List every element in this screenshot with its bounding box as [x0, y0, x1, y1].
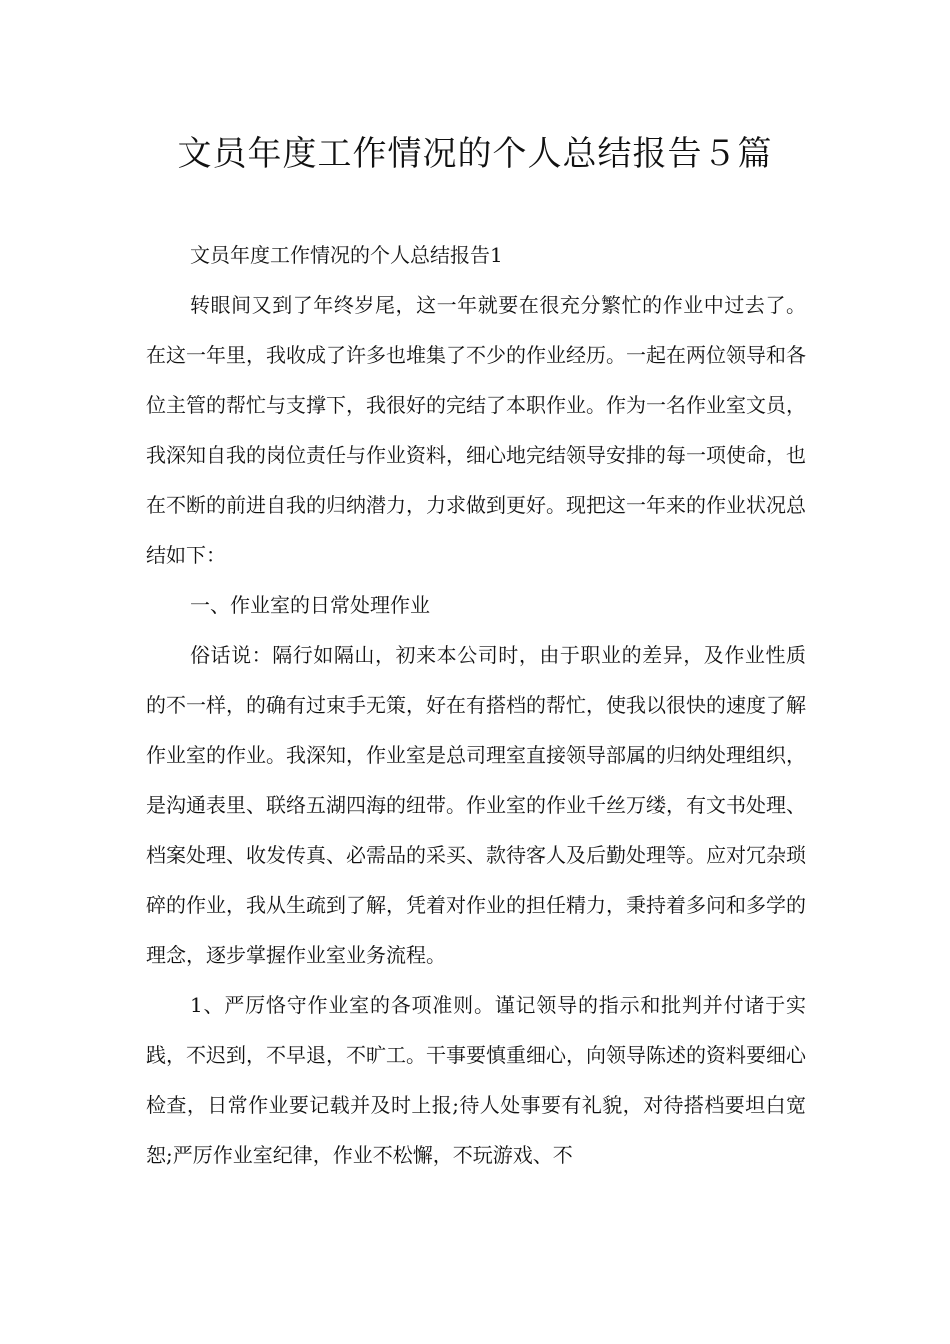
document-body [146, 230, 806, 1180]
section-heading: 一、作业室的日常处理作业 [190, 593, 430, 617]
paragraph-intro: 转眼间又到了年终岁尾，这一年就要在很充分繁忙的作业中过去了。在这一年里，我收成了许多也堆集了不少的作业经历。一起在两位领导和各位主管的帮忙与支撑下，我很好的完结了本职作业。作为一名作业室文员，我深知自我的岗位责任与作业资料，细心地完结领导安排的每一项使命，也在不断的前进自我的归纳潜力，力求做到更好。现把这一年来的作业状况总结如下： [146, 293, 806, 567]
paragraph: 1、严厉恪守作业室的各项准则。谨记领导的指示和批判并付诸于实践，不迟到，不早退，不旷工。干事要慎重细心，向领导陈述的资料要细心检查，日常作业要记载并及时上报;待人处事要有礼貌，对待搭档要坦白宽恕;严厉作业室纪律，作业不松懈，不玩游戏、不 [146, 993, 806, 1167]
paragraph: 俗话说：隔行如隔山，初来本公司时，由于职业的差异，及作业性质的不一样，的确有过束手无策，好在有搭档的帮忙，使我以很快的速度了解作业室的作业。我深知，作业室是总司理室直接领导部属的归纳处理组织，是沟通表里、联络五湖四海的纽带。作业室的作业千丝万缕，有文书处理、档案处理、收发传真、必需品的采买、款待客人及后勤处理等。应对冗杂琐碎的作业，我从生疏到了解，凭着对作业的担任精力，秉持着多问和多学的理念，逐步掌握作业室业务流程。 [146, 643, 806, 967]
document-title: 文员年度工作情况的个人总结报告５篇 [177, 134, 773, 174]
section-heading: 文员年度工作情况的个人总结报告1 [190, 243, 503, 267]
